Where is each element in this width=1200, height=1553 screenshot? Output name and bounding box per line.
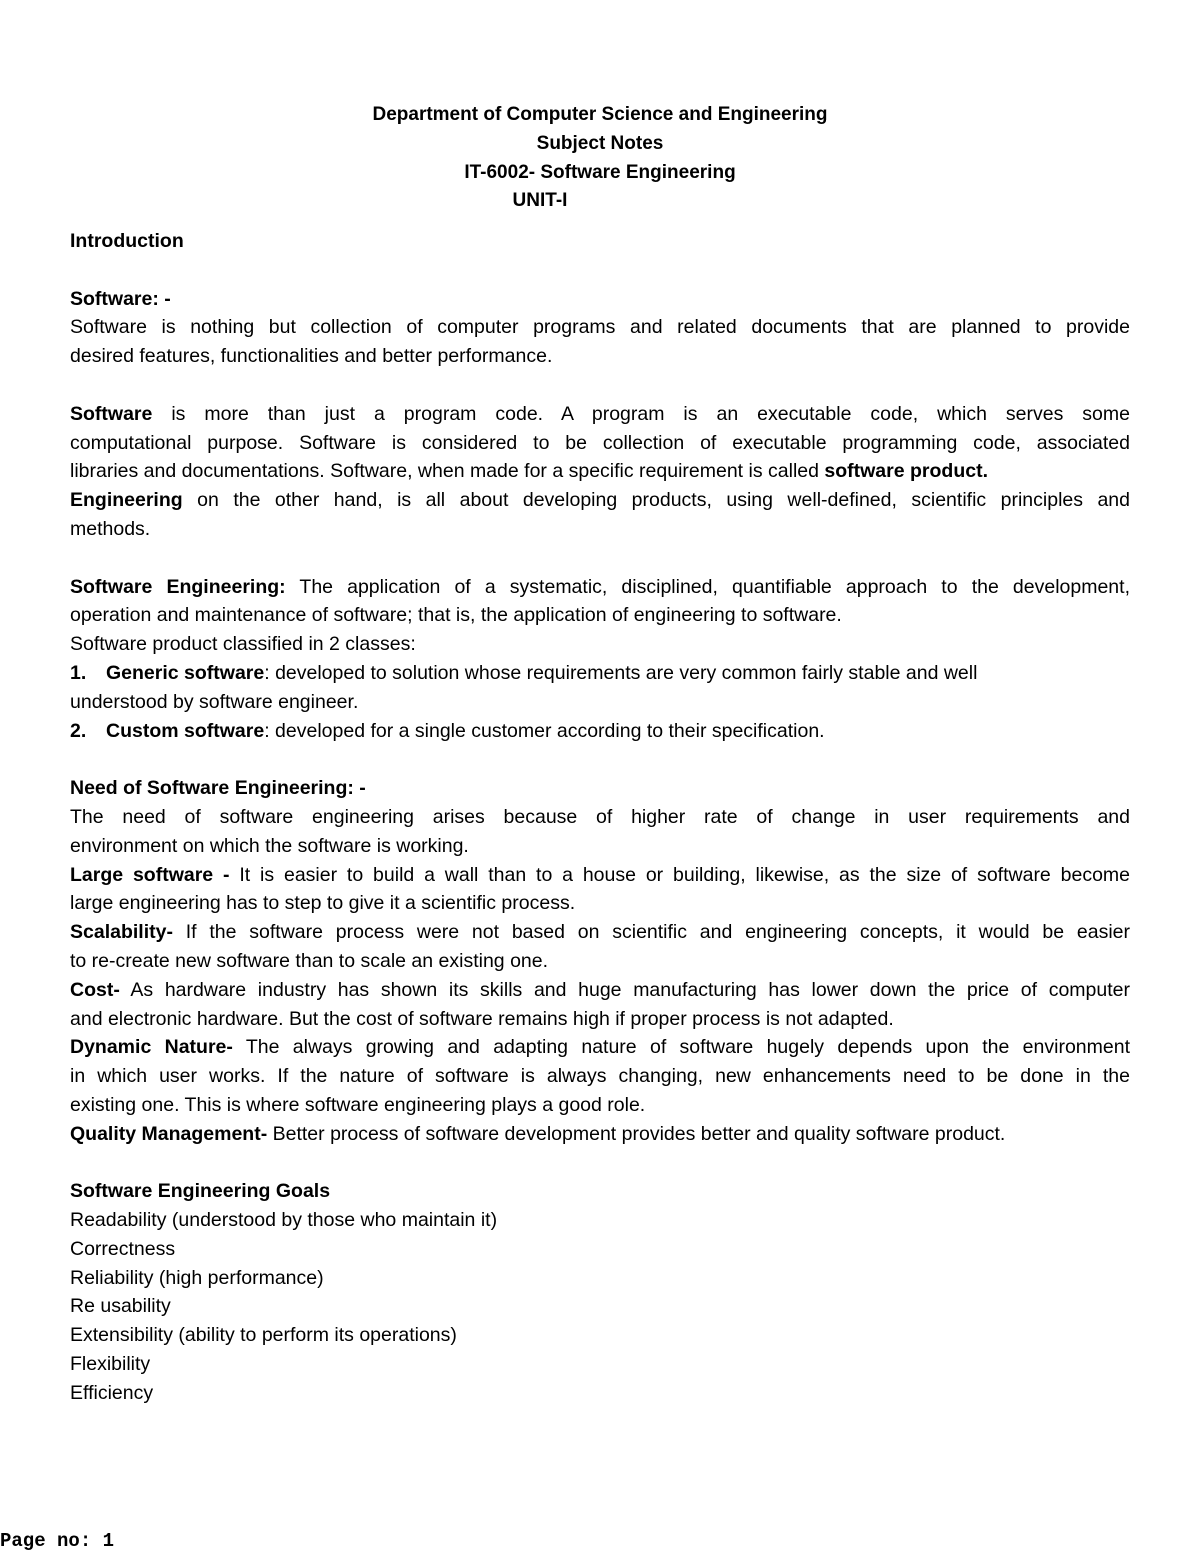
page-number: Page no: 1 <box>0 1530 115 1552</box>
cost-line: Cost- As hardware industry has shown its skills and huge manufacturing has lower down the price of computer <box>70 978 1130 1001</box>
need-paragraph-line: The need of software engineering arises because of higher rate of change in user requirements and <box>70 805 1130 828</box>
subject-notes-title: Subject Notes <box>536 133 664 154</box>
engineering-paragraph-line: Engineering on the other hand, is all about developing products, using well-defined, scientific principles and <box>70 489 1130 512</box>
goal-item: Correctness <box>70 1237 176 1260</box>
list-item-generic: 1. Generic software: developed to solution whose requirements are very common fairly stable and well <box>70 661 978 684</box>
goal-item: Re usability <box>70 1295 171 1318</box>
software-paragraph-line: libraries and documentations. Software, when made for a specific requirement is called software product. <box>70 460 988 483</box>
course-title: IT-6002- Software Engineering <box>464 162 736 183</box>
unit-title: UNIT-I <box>512 190 568 211</box>
software-heading: Software: - <box>70 287 171 310</box>
cost-line: and electronic hardware. But the cost of software remains high if proper process is not adapted. <box>70 1007 894 1030</box>
se-classes-line: Software product classified in 2 classes: <box>70 633 416 656</box>
need-paragraph-line: environment on which the software is working. <box>70 834 469 857</box>
department-title: Department of Computer Science and Engineering <box>372 104 828 125</box>
document-body <box>70 227 1130 1408</box>
introduction-heading: Introduction <box>70 230 184 252</box>
goal-item: Efficiency <box>70 1381 154 1404</box>
software-definition-line: desired features, functionalities and better performance. <box>70 345 553 368</box>
quality-management-line: Quality Management- Better process of software development provides better and quality software product. <box>70 1122 1006 1145</box>
scalability-line: to re-create new software than to scale an existing one. <box>70 949 549 972</box>
engineering-paragraph-line: methods. <box>70 517 151 540</box>
dynamic-nature-line: in which user works. If the nature of software is always changing, new enhancements need to be done in the <box>70 1065 1130 1088</box>
large-software-line: large engineering has to step to give it a scientific process. <box>70 892 576 915</box>
large-software-line: Large software - It is easier to build a wall than to a house or building, likewise, as the size of software become <box>70 863 1130 886</box>
goal-item: Extensibility (ability to perform its operations) <box>70 1324 457 1347</box>
list-item-custom: 2. Custom software: developed for a single customer according to their specification. <box>70 719 825 742</box>
scalability-line: Scalability- If the software process were not based on scientific and engineering concepts, it would be easier <box>70 921 1130 944</box>
se-definition-line: Software Engineering: The application of a systematic, disciplined, quantifiable approach to the development, <box>70 575 1130 598</box>
need-heading: Need of Software Engineering: - <box>70 777 366 800</box>
software-paragraph-line: Software is more than just a program code. A program is an executable code, which serves some <box>70 402 1130 425</box>
goal-item: Reliability (high performance) <box>70 1266 324 1289</box>
dynamic-nature-line: Dynamic Nature- The always growing and adapting nature of software hugely depends upon the environment <box>70 1036 1130 1059</box>
goals-heading: Software Engineering Goals <box>70 1180 331 1203</box>
se-definition-line: operation and maintenance of software; that is, the application of engineering to software. <box>70 604 842 627</box>
goal-item: Readability (understood by those who maintain it) <box>70 1209 498 1232</box>
dynamic-nature-line: existing one. This is where software engineering plays a good role. <box>70 1093 646 1116</box>
software-definition-line: Software is nothing but collection of computer programs and related documents that are planned to provide <box>70 316 1130 339</box>
software-paragraph-line: computational purpose. Software is considered to be collection of executable programming code, associated <box>70 431 1130 454</box>
list-item-generic-continued: understood by software engineer. <box>70 690 359 713</box>
goal-item: Flexibility <box>70 1353 151 1376</box>
